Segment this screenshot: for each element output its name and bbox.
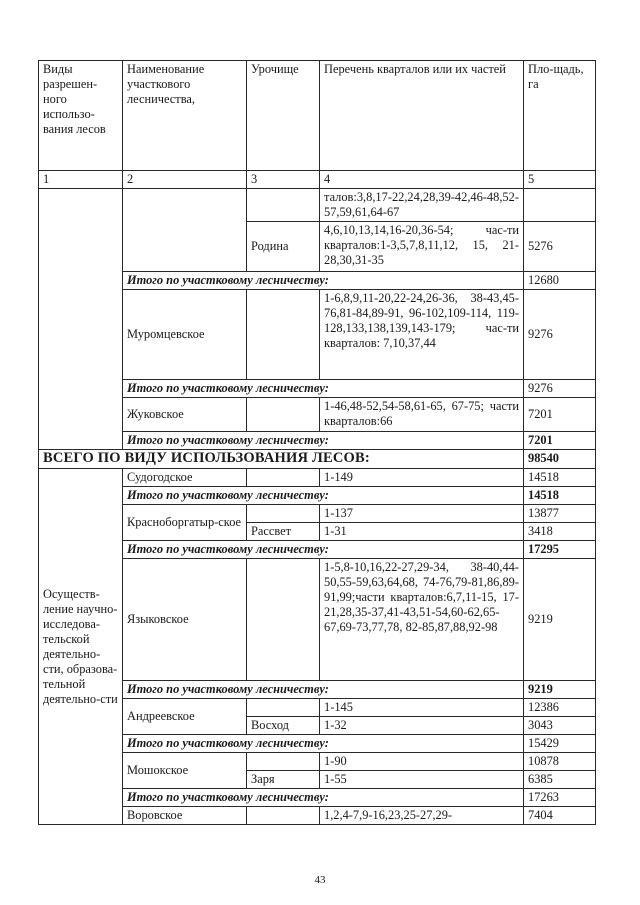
area-cell: 7201 bbox=[524, 398, 596, 432]
area-cell: 9219 bbox=[524, 559, 596, 681]
forestry-name-cell: Языковское bbox=[123, 559, 247, 681]
urochishche-cell: Рассвет bbox=[247, 523, 320, 541]
subtotal-row bbox=[39, 487, 596, 505]
header-urochishche: Урочище bbox=[247, 61, 320, 171]
quarter-list-cell: 1-5,8-10,16,22-27,29-34, 38-40,44-50,55-59,63,64,68, 74-76,79-81,86,89-91,99;части кварталов:6,7,11-15, 17-21,28,35-37,41-43,51-54,60-62,65-67,69-73,77,78, 82-85,87,88,92-98 bbox=[320, 559, 524, 681]
usage-type-cell-2: Осуществ-ление научно-исследова-тельской деятельно-сти, образова-тельной деятельно-сти bbox=[39, 469, 123, 825]
subtotal-area: 9276 bbox=[524, 380, 596, 398]
urochishche-cell: Родина bbox=[247, 222, 320, 272]
grand-total-row bbox=[39, 450, 596, 469]
header-quarter-list: Перечень кварталов или их частей bbox=[320, 61, 524, 171]
grand-total-label: ВСЕГО ПО ВИДУ ИСПОЛЬЗОВАНИЯ ЛЕСОВ: bbox=[39, 450, 524, 469]
forestry-name-cell: Жуковское bbox=[123, 398, 247, 432]
subtotal-label: Итого по участковому лесничеству: bbox=[123, 380, 524, 398]
area-cell: 10878 bbox=[524, 753, 596, 771]
quarter-list-cell: 1-32 bbox=[320, 717, 524, 735]
urochishche-cell bbox=[247, 398, 320, 432]
area-cell: 3418 bbox=[524, 523, 596, 541]
subtotal-area: 12680 bbox=[524, 272, 596, 290]
table-header-row bbox=[39, 61, 596, 171]
forestry-name-cell: Муромцевское bbox=[123, 290, 247, 380]
urochishche-cell bbox=[247, 505, 320, 523]
subtotal-row bbox=[39, 272, 596, 290]
column-number: 2 bbox=[123, 171, 247, 189]
forestry-name-cell bbox=[123, 189, 247, 272]
subtotal-label: Итого по участковому лесничеству: bbox=[123, 432, 524, 450]
forestry-name-cell: Судогодское bbox=[123, 469, 247, 487]
table-row bbox=[39, 807, 596, 825]
urochishche-cell bbox=[247, 753, 320, 771]
subtotal-label: Итого по участковому лесничеству: bbox=[123, 735, 524, 753]
forestry-name-cell: Воровское bbox=[123, 807, 247, 825]
urochishche-cell bbox=[247, 807, 320, 825]
table-row bbox=[39, 699, 596, 717]
table-row bbox=[39, 189, 596, 222]
subtotal-area: 17295 bbox=[524, 541, 596, 559]
forestry-name-cell: Андреевское bbox=[123, 699, 247, 735]
quarter-list-cell: талов:3,8,17-22,24,28,39-42,46-48,52-57,59,61,64-67 bbox=[320, 189, 524, 222]
subtotal-row bbox=[39, 380, 596, 398]
table-row bbox=[39, 505, 596, 523]
subtotal-area: 9219 bbox=[524, 681, 596, 699]
quarter-list-cell: 1-46,48-52,54-58,61-65, 67-75; части кварталов:66 bbox=[320, 398, 524, 432]
forestry-name-cell: Красноборгатыр-ское bbox=[123, 505, 247, 541]
area-cell bbox=[524, 189, 596, 222]
area-cell: 6385 bbox=[524, 771, 596, 789]
quarter-list-cell: 1-137 bbox=[320, 505, 524, 523]
quarter-list-cell: 1-31 bbox=[320, 523, 524, 541]
table-row bbox=[39, 398, 596, 432]
subtotal-row bbox=[39, 432, 596, 450]
column-number: 3 bbox=[247, 171, 320, 189]
urochishche-cell bbox=[247, 189, 320, 222]
area-cell: 13877 bbox=[524, 505, 596, 523]
forest-usage-table bbox=[38, 60, 596, 825]
subtotal-row bbox=[39, 681, 596, 699]
subtotal-label: Итого по участковому лесничеству: bbox=[123, 681, 524, 699]
subtotal-area: 14518 bbox=[524, 487, 596, 505]
column-number: 5 bbox=[524, 171, 596, 189]
quarter-list-cell: 1-149 bbox=[320, 469, 524, 487]
subtotal-area: 17263 bbox=[524, 789, 596, 807]
quarter-list-cell: 4,6,10,13,14,16-20,36-54; час-ти кварталов:1-3,5,7,8,11,12, 15, 21-28,30,31-35 bbox=[320, 222, 524, 272]
area-cell: 12386 bbox=[524, 699, 596, 717]
quarter-list-cell: 1-145 bbox=[320, 699, 524, 717]
urochishche-cell: Заря bbox=[247, 771, 320, 789]
table-row bbox=[39, 290, 596, 380]
urochishche-cell: Восход bbox=[247, 717, 320, 735]
header-forestry-name: Наименование участкового лесничества, bbox=[123, 61, 247, 171]
subtotal-label: Итого по участковому лесничеству: bbox=[123, 487, 524, 505]
area-cell: 5276 bbox=[524, 222, 596, 272]
urochishche-cell bbox=[247, 469, 320, 487]
urochishche-cell bbox=[247, 559, 320, 681]
column-number-row bbox=[39, 171, 596, 189]
quarter-list-cell: 1,2,4-7,9-16,23,25-27,29- bbox=[320, 807, 524, 825]
table-row bbox=[39, 753, 596, 771]
subtotal-row bbox=[39, 789, 596, 807]
urochishche-cell bbox=[247, 699, 320, 717]
area-cell: 7404 bbox=[524, 807, 596, 825]
subtotal-area: 7201 bbox=[524, 432, 596, 450]
page-number: 43 bbox=[314, 874, 326, 886]
usage-type-cell-1 bbox=[39, 189, 123, 450]
urochishche-cell bbox=[247, 290, 320, 380]
column-number: 4 bbox=[320, 171, 524, 189]
quarter-list-cell: 1-6,8,9,11-20,22-24,26-36, 38-43,45-76,81-84,89-91, 96-102,109-114, 119-128,133,138,139,143-179; час-ти кварталов: 7,10,37,44 bbox=[320, 290, 524, 380]
subtotal-label: Итого по участковому лесничеству: bbox=[123, 789, 524, 807]
table-row bbox=[39, 469, 596, 487]
grand-total-area: 98540 bbox=[524, 450, 596, 469]
subtotal-row bbox=[39, 735, 596, 753]
area-cell: 9276 bbox=[524, 290, 596, 380]
area-cell: 14518 bbox=[524, 469, 596, 487]
header-area: Пло-щадь, га bbox=[524, 61, 596, 171]
subtotal-label: Итого по участковому лесничеству: bbox=[123, 541, 524, 559]
subtotal-area: 15429 bbox=[524, 735, 596, 753]
column-number: 1 bbox=[39, 171, 123, 189]
quarter-list-cell: 1-55 bbox=[320, 771, 524, 789]
forestry-name-cell: Мошокское bbox=[123, 753, 247, 789]
subtotal-row bbox=[39, 541, 596, 559]
table-row bbox=[39, 559, 596, 681]
quarter-list-cell: 1-90 bbox=[320, 753, 524, 771]
area-cell: 3043 bbox=[524, 717, 596, 735]
header-usage-type: Виды разрешен-ного использо-вания лесов bbox=[39, 61, 123, 171]
subtotal-label: Итого по участковому лесничеству: bbox=[123, 272, 524, 290]
